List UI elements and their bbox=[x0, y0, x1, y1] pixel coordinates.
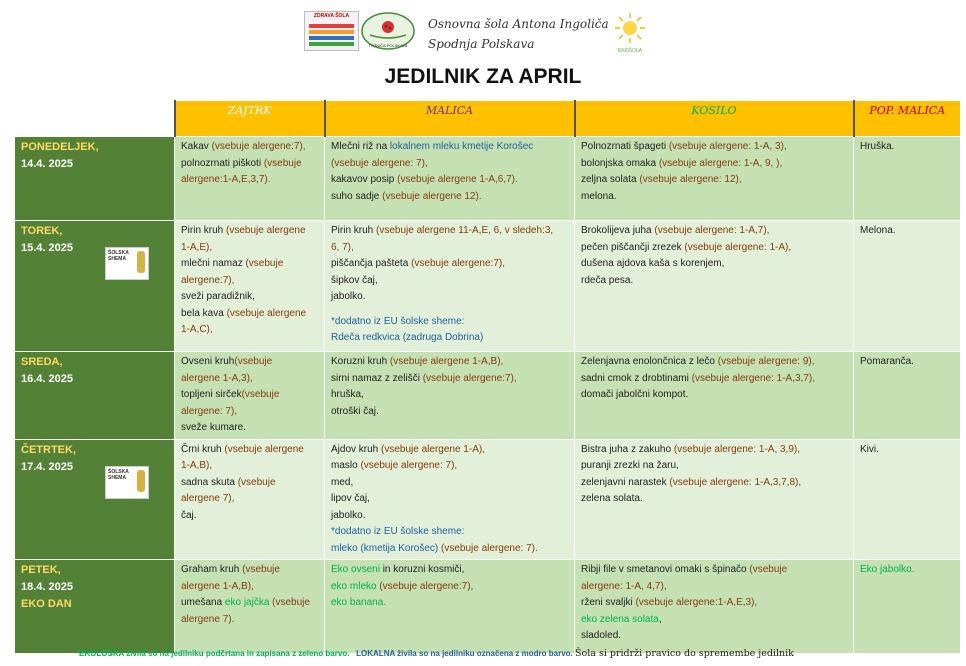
menu-line bbox=[181, 240, 318, 257]
menu-line bbox=[181, 322, 318, 339]
food-text: Mlečni riž na bbox=[331, 141, 390, 152]
allergen-text: (vsebuje alergene: 7), bbox=[360, 460, 458, 471]
footer-note bbox=[79, 648, 794, 660]
menu-line bbox=[181, 289, 318, 306]
col-header-malica bbox=[325, 101, 575, 137]
menu-line bbox=[331, 256, 568, 273]
day-row bbox=[15, 352, 961, 440]
allergen-text: (vsebuje alergene: 1-A,3,7), bbox=[691, 372, 816, 384]
menu-line bbox=[181, 354, 318, 371]
school-name-line2: Spodnja Polskava bbox=[428, 37, 535, 51]
pop-malica-cell bbox=[854, 137, 961, 221]
day-cell bbox=[15, 352, 175, 440]
menu-line bbox=[331, 314, 568, 331]
kosilo-cell bbox=[575, 221, 854, 352]
allergen-text: 6, 7), bbox=[331, 241, 354, 253]
menu-line bbox=[860, 354, 954, 371]
pop-malica-cell bbox=[854, 352, 961, 440]
col-kosilo-label: KOSILO bbox=[691, 104, 737, 117]
allergen-text: (vsebuje alergene: 1-A, 9, ), bbox=[658, 157, 783, 169]
col-header-zajtrk bbox=[175, 101, 325, 137]
allergen-text: (vsebuje alergene: 1-A,3,7,8), bbox=[669, 476, 802, 488]
menu-line bbox=[581, 139, 847, 156]
zdrava-sola-logo bbox=[304, 11, 359, 51]
menu-line bbox=[181, 595, 318, 612]
allergen-text: (vsebuje bbox=[749, 564, 788, 575]
menu-line bbox=[181, 579, 318, 596]
page-title: JEDILNIK ZA APRIL bbox=[384, 65, 582, 88]
solska-shema-badge: ŠOLSKA SHEMA bbox=[105, 466, 149, 499]
allergen-text: (vsebuje alergene:7), bbox=[211, 141, 306, 152]
col-pop-malica-label: POP. MALICA bbox=[869, 104, 946, 117]
food-text: polnozrnati piškoti bbox=[181, 157, 264, 169]
pop-malica-cell bbox=[854, 221, 961, 352]
menu-line bbox=[181, 491, 318, 508]
allergen-text: alergene:1-A,E,3,7). bbox=[181, 174, 271, 185]
food-text: dušena ajdova kaša s korenjem, bbox=[581, 258, 725, 269]
allergen-text: (vsebuje alergene 11-A,E, 6, v sledeh:3, bbox=[376, 225, 554, 236]
menu-line bbox=[331, 289, 568, 306]
menu-line bbox=[181, 139, 318, 156]
food-text: zelena solata. bbox=[581, 493, 643, 504]
menu-line bbox=[181, 420, 318, 437]
allergen-text: 1-A,E), bbox=[181, 241, 213, 253]
allergen-text: (vsebuje alergene:7), bbox=[411, 258, 506, 269]
allergen-text: (vsebuje bbox=[241, 389, 280, 400]
food-text: šipkov čaj, bbox=[331, 274, 378, 286]
food-text: Bistra juha z zakuho bbox=[581, 443, 674, 455]
food-text: sadni cmok z drobtinami bbox=[581, 372, 692, 384]
day-name: PETEK, bbox=[21, 564, 61, 576]
food-text: suho sadje bbox=[331, 190, 383, 202]
day-date: 16.4. 2025 bbox=[21, 373, 73, 385]
malica-cell bbox=[325, 137, 575, 221]
menu-line bbox=[581, 273, 847, 290]
menu-line bbox=[331, 223, 568, 240]
menu-line bbox=[331, 491, 568, 508]
local-food-text: lokalnem mleku kmetije Korošec bbox=[389, 141, 534, 152]
allergen-text: (vsebuje bbox=[234, 356, 273, 367]
menu-line bbox=[331, 442, 568, 459]
local-food-text: *dodatno iz EU šolske sheme: bbox=[331, 526, 465, 537]
allergen-text: (vsebuje alergene bbox=[224, 443, 304, 455]
day-date: 17.4. 2025 bbox=[21, 460, 73, 473]
menu-table bbox=[14, 100, 961, 654]
food-text: Graham kruh bbox=[181, 564, 243, 575]
food-text: puranji zrezki na žaru, bbox=[581, 460, 679, 471]
food-text: piščančja pašteta bbox=[331, 258, 412, 269]
allergen-text: (vsebuje alergene 1-A,6,7). bbox=[397, 174, 518, 185]
eko-food-text: eko banana. bbox=[331, 597, 387, 608]
zajtrk-cell bbox=[175, 352, 325, 440]
allergen-text: (vsebuje bbox=[263, 157, 302, 169]
menu-line bbox=[581, 491, 847, 508]
malica-cell bbox=[325, 560, 575, 654]
allergen-text: (vsebuje alergene bbox=[226, 225, 306, 236]
menu-line bbox=[581, 189, 847, 206]
day-name: PONEDELJEK, bbox=[21, 141, 99, 153]
food-text: sveži paradižnik, bbox=[181, 291, 255, 302]
allergen-text: (vsebuje alergene: 1-A), bbox=[684, 241, 792, 253]
food-text: melona. bbox=[581, 190, 617, 202]
food-text: Ribji file v smetanovi omaki s špinačo bbox=[581, 564, 750, 575]
allergen-text: alergene 1-A,3), bbox=[181, 372, 253, 384]
food-text: Pirin kruh bbox=[331, 225, 377, 236]
menu-line bbox=[181, 404, 318, 421]
day-name: TOREK, bbox=[21, 225, 63, 237]
menu-line bbox=[331, 475, 568, 492]
food-text: čaj. bbox=[181, 509, 197, 521]
day-row bbox=[15, 221, 961, 352]
allergen-text: (vsebuje alergene: 9), bbox=[717, 356, 815, 367]
allergen-text: (vsebuje alergene bbox=[226, 307, 307, 319]
menu-line bbox=[331, 387, 568, 404]
eko-food-text: eko mleko bbox=[331, 580, 377, 592]
food-text: bolonjska omaka bbox=[581, 157, 659, 169]
solska-shema-badge: ŠOLSKA SHEMA bbox=[105, 247, 149, 280]
allergen-text: (vsebuje alergene 1-A,B), bbox=[389, 356, 504, 367]
eko-food-text: Eko jabolko. bbox=[860, 564, 915, 575]
day-row bbox=[15, 439, 961, 560]
food-text: sladoled. bbox=[581, 630, 622, 641]
local-food-text: *dodatno iz EU šolske sheme: bbox=[331, 315, 465, 327]
food-text: umešana bbox=[181, 597, 225, 608]
allergen-text: (vsebuje alergene:7), bbox=[376, 580, 474, 592]
menu-line bbox=[181, 156, 318, 173]
menu-line bbox=[581, 256, 847, 273]
allergen-text: alergene 7), bbox=[181, 493, 235, 504]
allergen-text: (vsebuje alergene: 1-A, 3,9), bbox=[673, 443, 801, 455]
header-corner bbox=[15, 101, 175, 137]
menu-line bbox=[181, 223, 318, 240]
day-row bbox=[15, 137, 961, 221]
day-name: ČETRTEK, bbox=[21, 443, 76, 456]
menu-line bbox=[331, 156, 568, 173]
day-cell bbox=[15, 137, 175, 221]
menu-line bbox=[181, 273, 318, 290]
menu-line bbox=[181, 442, 318, 459]
food-text: zeljna solata bbox=[581, 174, 640, 185]
malica-cell bbox=[325, 352, 575, 440]
food-text: Kakav bbox=[181, 141, 212, 152]
menu-line bbox=[331, 404, 568, 421]
menu-line bbox=[181, 306, 318, 323]
food-text: bela kava bbox=[181, 307, 227, 319]
menu-line bbox=[181, 508, 318, 525]
food-text: med, bbox=[331, 476, 354, 488]
menu-line bbox=[331, 562, 568, 579]
food-text: Zelenjavna enolončnica z lečo bbox=[581, 356, 718, 367]
food-text: Ovseni kruh bbox=[181, 356, 235, 367]
allergen-text: (vsebuje alergene:1-A,E,3), bbox=[635, 597, 758, 608]
day-date: 18.4. 2025 bbox=[21, 581, 73, 593]
zajtrk-cell bbox=[175, 439, 325, 560]
food-text: Črni kruh bbox=[181, 443, 225, 455]
allergen-text: (vsebuje alergene 1-A), bbox=[381, 443, 485, 455]
food-text: rženi svaljki bbox=[581, 597, 636, 608]
menu-line bbox=[581, 240, 847, 257]
local-food-text: Rdeča redkvica (zadruga Dobrina) bbox=[331, 332, 484, 343]
menu-line bbox=[581, 223, 847, 240]
menu-line bbox=[181, 172, 318, 189]
menu-line bbox=[581, 172, 847, 189]
menu-line bbox=[331, 273, 568, 290]
kosilo-cell bbox=[575, 137, 854, 221]
allergen-text: alergene: 1-A, 4,7), bbox=[581, 580, 667, 592]
food-text: zelenjavni narastek bbox=[581, 476, 670, 488]
menu-line bbox=[181, 475, 318, 492]
logo2-text: TRŽNIČA POLSKAVA bbox=[368, 43, 408, 48]
food-text: Ajdov kruh bbox=[331, 443, 382, 455]
menu-line bbox=[581, 612, 847, 629]
page-header bbox=[0, 0, 966, 62]
menu-line bbox=[331, 172, 568, 189]
menu-line bbox=[331, 579, 568, 596]
col-zajtrk-label: ZAJTRK bbox=[227, 104, 272, 117]
menu-line bbox=[860, 562, 954, 579]
menu-line bbox=[581, 562, 847, 579]
footer-eko-note: EKOLOŠKA živila so na jedilniku podčrtana in zapisana z zeleno barvo. bbox=[79, 649, 350, 658]
food-text: sadna skuta bbox=[181, 476, 238, 488]
food-text: Brokolijeva juha bbox=[581, 225, 655, 236]
col-header-pop-malica bbox=[854, 101, 961, 137]
pop-malica-cell bbox=[854, 560, 961, 654]
food-text: hruška, bbox=[331, 389, 364, 400]
menu-line bbox=[581, 387, 847, 404]
menu-line bbox=[331, 508, 568, 525]
menu-line bbox=[181, 387, 318, 404]
day-cell bbox=[15, 221, 175, 352]
food-text: pečen piščančji zrezek bbox=[581, 241, 685, 253]
malica-cell bbox=[325, 221, 575, 352]
allergen-text: (vsebuje alergene: 1-A,7), bbox=[654, 225, 770, 236]
menu-line bbox=[331, 240, 568, 257]
menu-line bbox=[860, 223, 954, 240]
allergen-text: (vsebuje alergene: 7). bbox=[441, 542, 538, 554]
food-text: mlečni namaz bbox=[181, 258, 246, 269]
menu-line bbox=[331, 524, 568, 541]
allergen-text: (vsebuje alergene: 12), bbox=[639, 174, 742, 185]
menu-line bbox=[581, 595, 847, 612]
eko-logo-text: EKOŠOLA bbox=[618, 48, 642, 54]
eko-food-text: eko zelena solata bbox=[581, 613, 659, 625]
zajtrk-cell bbox=[175, 560, 325, 654]
menu-line bbox=[181, 256, 318, 273]
allergen-text: (vsebuje bbox=[269, 597, 310, 608]
footer-local-note: LOKALNA živila so na jedilniku označena z modro barvo. bbox=[356, 649, 573, 658]
menu-line bbox=[331, 139, 568, 156]
food-text: jabolko. bbox=[331, 509, 366, 521]
food-text: Polnozrnati špageti bbox=[581, 141, 669, 152]
menu-line bbox=[860, 139, 954, 156]
kosilo-cell bbox=[575, 439, 854, 560]
eko-food-text: eko jajčka bbox=[224, 597, 270, 608]
local-food-text: mleko (kmetija Korošec) bbox=[331, 542, 442, 554]
food-text: rdeča pesa. bbox=[581, 274, 634, 286]
allergen-text: alergene: 7), bbox=[181, 405, 238, 417]
day-name: SREDA, bbox=[21, 356, 63, 368]
menu-line bbox=[581, 354, 847, 371]
col-malica-label: MALICA bbox=[425, 104, 474, 117]
ekosola-sun-logo bbox=[608, 10, 652, 54]
eko-food-text: Eko ovseni bbox=[331, 564, 380, 575]
food-text: lipov čaj, bbox=[331, 493, 370, 504]
allergen-text: (vsebuje alergene: 1-A, 3), bbox=[668, 141, 787, 152]
menu-line bbox=[181, 562, 318, 579]
menu-line bbox=[581, 458, 847, 475]
menu-line bbox=[860, 442, 954, 459]
menu-line bbox=[581, 371, 847, 388]
allergen-text: (vsebuje alergene: 7), bbox=[331, 157, 428, 169]
menu-line bbox=[331, 371, 568, 388]
food-text: sveže kumare. bbox=[181, 422, 247, 433]
allergen-text: alergene 1-A,B), bbox=[181, 580, 254, 592]
menu-line bbox=[581, 442, 847, 459]
day-date: 14.4. 2025 bbox=[21, 158, 73, 170]
food-text: Koruzni kruh bbox=[331, 356, 390, 367]
school-name-line1: Osnovna šola Antona Ingoliča bbox=[428, 17, 609, 31]
food-text: Pirin kruh bbox=[181, 225, 227, 236]
food-text: maslo bbox=[331, 460, 361, 471]
allergen-text: alergene 7). bbox=[181, 613, 235, 625]
footer-disclaimer: Šola si pridrži pravico do spremembe jedilnik bbox=[575, 648, 794, 659]
day-cell bbox=[15, 560, 175, 654]
menu-line bbox=[181, 458, 318, 475]
menu-line bbox=[331, 189, 568, 206]
food-text: Melona. bbox=[860, 225, 896, 236]
food-text: kakavov posip bbox=[331, 174, 398, 185]
food-text: Kivi. bbox=[860, 443, 879, 455]
menu-line bbox=[181, 612, 318, 629]
food-text: topljeni sirček bbox=[181, 389, 242, 400]
zajtrk-cell bbox=[175, 137, 325, 221]
col-header-kosilo bbox=[575, 101, 854, 137]
food-text: , bbox=[658, 613, 662, 625]
food-text: Hruška. bbox=[860, 141, 895, 152]
menu-line bbox=[331, 354, 568, 371]
allergen-text: (vsebuje bbox=[245, 258, 284, 269]
eko-day-label: EKO DAN bbox=[21, 598, 72, 610]
menu-line bbox=[331, 595, 568, 612]
kosilo-cell bbox=[575, 352, 854, 440]
menu-line bbox=[581, 579, 847, 596]
menu-line bbox=[331, 458, 568, 475]
food-text: domači jabolčni kompot. bbox=[581, 389, 689, 400]
mascot-icon bbox=[137, 251, 145, 273]
mascot-icon bbox=[137, 470, 145, 492]
food-text: otroški čaj. bbox=[331, 405, 379, 417]
menu-line bbox=[331, 330, 568, 347]
day-row bbox=[15, 560, 961, 654]
pop-malica-cell bbox=[854, 439, 961, 560]
allergen-text: (vsebuje alergene:7), bbox=[422, 372, 517, 384]
malica-cell bbox=[325, 439, 575, 560]
kosilo-cell bbox=[575, 560, 854, 654]
day-cell bbox=[15, 439, 175, 560]
food-text: Pomaranča. bbox=[860, 356, 914, 367]
school-name bbox=[428, 14, 609, 54]
food-text: jabolko. bbox=[331, 291, 366, 302]
menu-line bbox=[331, 541, 568, 558]
line-gap bbox=[331, 306, 568, 314]
allergen-text: (vsebuje bbox=[237, 476, 276, 488]
logo1-text: ZDRAVA ŠOLA bbox=[313, 13, 350, 19]
menu-line bbox=[181, 371, 318, 388]
allergen-text: 1-A,B), bbox=[181, 460, 213, 471]
trznica-logo bbox=[360, 11, 416, 51]
zajtrk-cell bbox=[175, 221, 325, 352]
menu-line bbox=[581, 628, 847, 645]
food-text: sirni namaz z zelišči bbox=[331, 372, 423, 384]
allergen-text: 1-A,C), bbox=[181, 324, 213, 335]
food-text: in koruzni kosmiči, bbox=[379, 564, 465, 575]
allergen-text: alergene:7), bbox=[181, 274, 235, 286]
menu-line bbox=[581, 475, 847, 492]
day-date: 15.4. 2025 bbox=[21, 242, 73, 254]
menu-line bbox=[581, 156, 847, 173]
allergen-text: (vsebuje alergene 12). bbox=[382, 190, 482, 202]
allergen-text: (vsebuje bbox=[242, 564, 280, 575]
